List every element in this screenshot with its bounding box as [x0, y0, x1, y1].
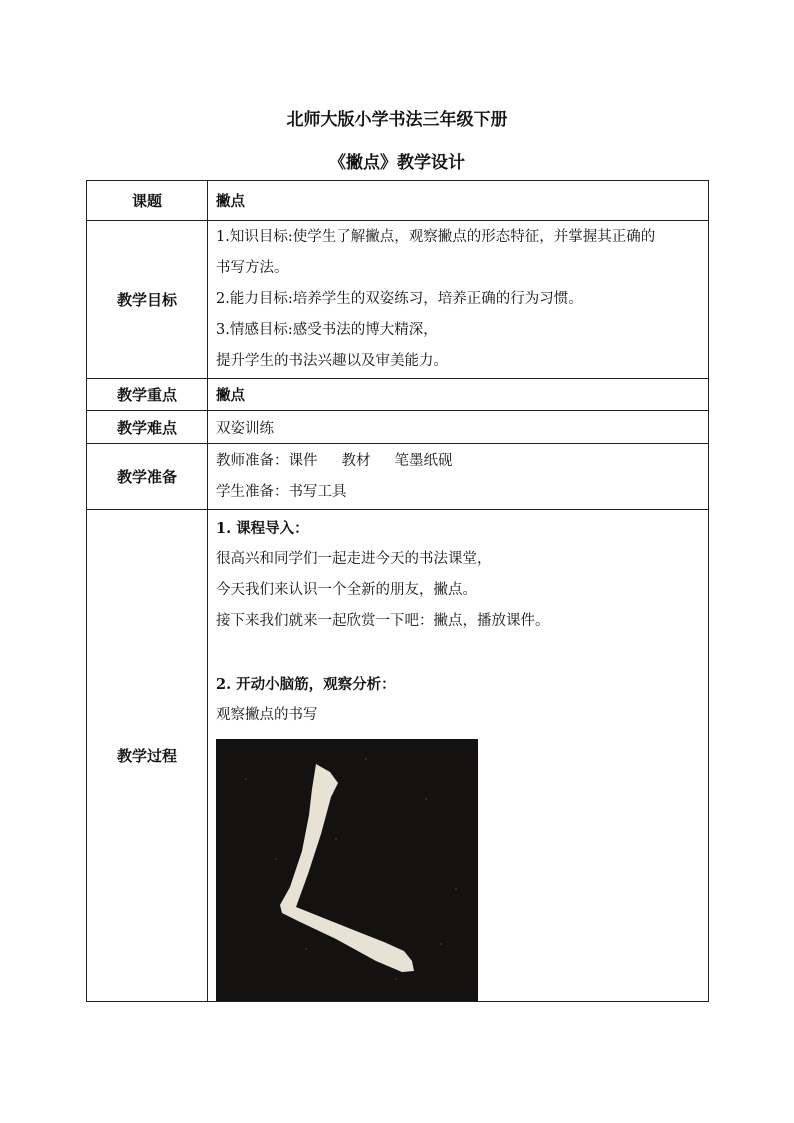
- value-focus: 撇点: [208, 379, 709, 411]
- teacher-prep-item: 课件: [288, 452, 318, 469]
- label-topic: 课题: [87, 181, 208, 221]
- goal-line: 2.能力目标:培养学生的双姿练习，培养正确的行为习惯。: [216, 291, 583, 307]
- label-focus: 教学重点: [87, 379, 208, 411]
- calligraphy-stroke-image: [216, 739, 478, 1001]
- lesson-plan-table: [86, 180, 709, 1002]
- row-difficulty: [87, 411, 709, 444]
- label-process: 教学过程: [87, 510, 208, 1002]
- row-process: [87, 510, 709, 1002]
- goal-line: 3.情感目标:感受书法的博大精深，: [216, 322, 438, 338]
- label-goals: 教学目标: [87, 221, 208, 379]
- row-prep: [87, 444, 709, 510]
- document-subtitle: 《撇点》教学设计: [329, 153, 465, 173]
- row-goals: [87, 221, 709, 379]
- goal-line: 书写方法。: [216, 260, 289, 276]
- student-prep-line: 学生准备：书写工具: [216, 483, 347, 500]
- goal-line: 1.知识目标:使学生了解撇点，观察撇点的形态特征，并掌握其正确的: [216, 229, 656, 245]
- value-topic: 撇点: [208, 181, 709, 221]
- process-line: 观察撇点的书写: [216, 707, 318, 723]
- process-line: 今天我们来认识一个全新的朋友，撇点。: [216, 582, 477, 598]
- goal-line: 提升学生的书法兴趣以及审美能力。: [216, 353, 448, 369]
- teacher-prep-line: [216, 446, 704, 477]
- value-process: [208, 510, 709, 1002]
- teacher-prep-prefix: 教师准备：: [216, 452, 289, 469]
- label-difficulty: 教学难点: [87, 411, 208, 444]
- row-focus: [87, 379, 709, 411]
- document-title: 北师大版小学书法三年级下册: [286, 110, 508, 130]
- teacher-prep-item: 笔墨纸砚: [394, 452, 453, 469]
- label-prep: 教学准备: [87, 444, 208, 510]
- row-topic: [87, 181, 709, 221]
- value-prep: [208, 444, 709, 510]
- teacher-prep-item: 教材: [341, 452, 371, 469]
- value-difficulty: 双姿训练: [208, 411, 709, 444]
- section-heading: 1. 课程导入：: [216, 520, 309, 537]
- process-line: 接下来我们就来一起欣赏一下吧：撇点，播放课件。: [216, 613, 550, 629]
- section-heading: 2. 开动小脑筋，观察分析：: [216, 676, 396, 693]
- process-line: 很高兴和同学们一起走进今天的书法课堂，: [216, 551, 492, 567]
- value-goals: [208, 221, 709, 379]
